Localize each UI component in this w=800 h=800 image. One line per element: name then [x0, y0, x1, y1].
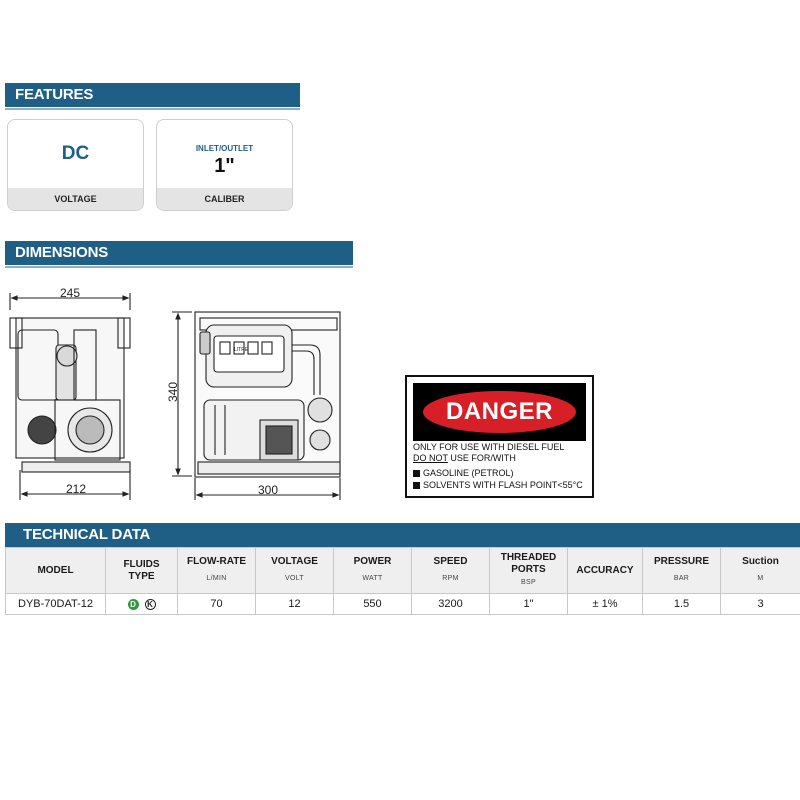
cell-voltage: 12 — [256, 594, 334, 615]
danger-banner — [413, 383, 586, 441]
bullet-square-icon — [413, 482, 420, 489]
dimensions-title: DIMENSIONS — [15, 244, 109, 261]
side-base-label: 212 — [65, 482, 87, 496]
danger-heading: DANGER — [423, 391, 576, 433]
col-accuracy: ACCURACY — [568, 548, 643, 594]
col-model: MODEL — [6, 548, 106, 594]
danger-item-2 — [413, 480, 583, 491]
cell-suction: 3 — [721, 594, 800, 615]
col-threaded-ports: THREADED PORTS BSP — [490, 548, 568, 594]
technical-header — [5, 523, 800, 547]
caliber-caption: CALIBER — [157, 188, 292, 210]
danger-sign — [405, 375, 594, 498]
col-pressure: PRESSURE BAR — [643, 548, 721, 594]
cell-model: DYB-70DAT-12 — [6, 594, 106, 615]
col-flow-rate: FLOW-RATE L/MIN — [178, 548, 256, 594]
cell-accuracy: ± 1% — [568, 594, 643, 615]
cell-fluids — [106, 594, 178, 615]
voltage-card — [7, 119, 144, 211]
cell-pressure: 1.5 — [643, 594, 721, 615]
danger-item-1 — [413, 468, 514, 479]
side-width-label: 245 — [59, 286, 81, 300]
table-header-row — [6, 548, 800, 594]
technical-table — [5, 547, 800, 615]
bullet-square-icon — [413, 470, 420, 477]
danger-do-not: DO NOT — [413, 453, 448, 463]
caliber-top-label: INLET/OUTLET — [195, 144, 254, 153]
front-width-label: 300 — [257, 483, 279, 497]
col-voltage: VOLTAGE VOLT — [256, 548, 334, 594]
cell-ports: 1" — [490, 594, 568, 615]
meter-litre-label: LITRE — [234, 347, 249, 353]
cell-flow-rate: 70 — [178, 594, 256, 615]
col-power: POWER WATT — [334, 548, 412, 594]
col-fluids-type: FLUIDS TYPE — [106, 548, 178, 594]
kerosene-icon: K — [145, 599, 156, 610]
front-height-label: 340 — [166, 381, 180, 403]
danger-item-2-text: SOLVENTS WITH FLASH POINT<55°C — [423, 480, 583, 490]
col-speed: SPEED RPM — [412, 548, 490, 594]
cell-power: 550 — [334, 594, 412, 615]
caliber-card — [156, 119, 293, 211]
front-view-drawing — [172, 312, 340, 500]
voltage-value: DC — [61, 143, 90, 164]
danger-line-1: ONLY FOR USE WITH DIESEL FUEL — [413, 442, 565, 452]
voltage-caption: VOLTAGE — [8, 188, 143, 210]
features-header — [5, 83, 300, 107]
danger-line-2 — [413, 453, 516, 464]
danger-item-1-text: GASOLINE (PETROL) — [423, 468, 514, 478]
cell-speed: 3200 — [412, 594, 490, 615]
caliber-value: 1" — [214, 155, 235, 177]
dimension-drawings — [0, 270, 360, 510]
features-title: FEATURES — [15, 86, 94, 103]
danger-line-2-rest: USE FOR/WITH — [447, 453, 516, 463]
dimensions-header — [5, 241, 353, 265]
diesel-icon: D — [128, 599, 139, 610]
table-row — [6, 594, 800, 615]
col-suction: Suction M — [721, 548, 800, 594]
side-view-drawing — [10, 293, 130, 500]
technical-title: TECHNICAL DATA — [23, 526, 151, 543]
